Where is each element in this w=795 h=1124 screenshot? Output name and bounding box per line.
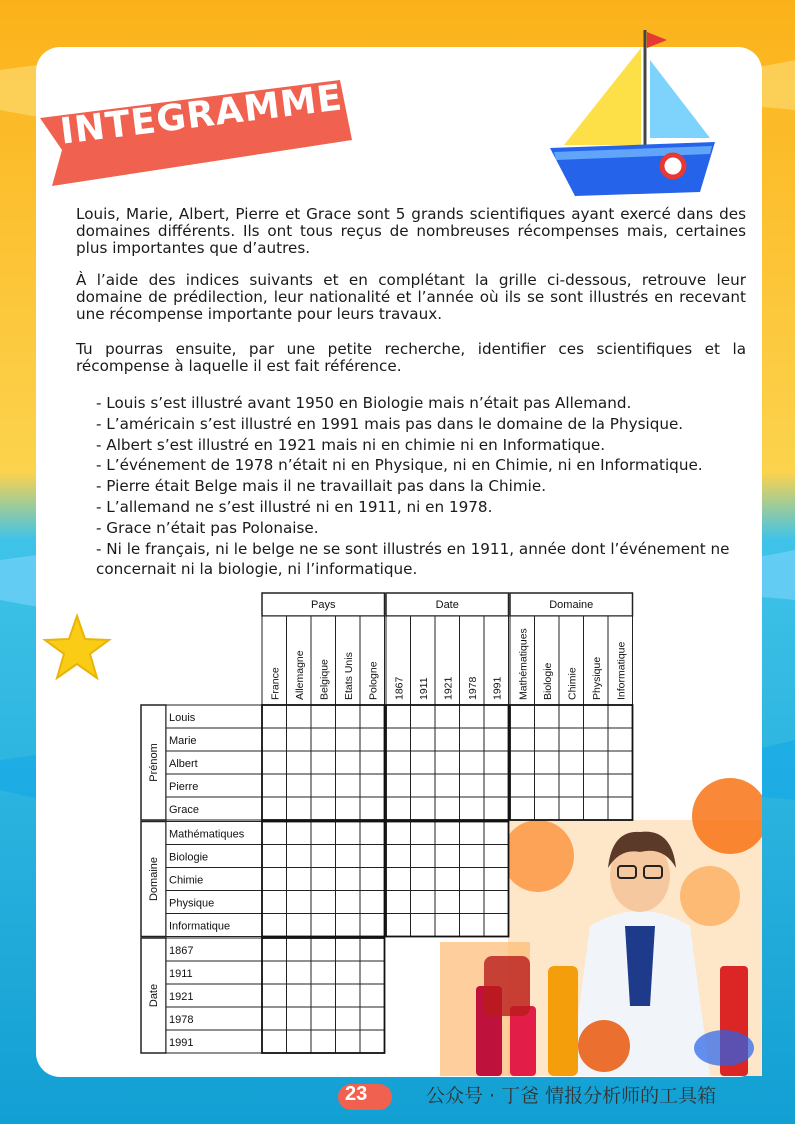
grid-cell xyxy=(336,1030,361,1053)
grid-cell xyxy=(435,751,460,774)
grid-cell xyxy=(559,797,584,820)
grid-cell xyxy=(336,822,361,845)
clue-item: - Pierre était Belge mais il ne travaillait pas dans la Chimie. xyxy=(96,477,547,496)
grid-cell xyxy=(411,751,436,774)
grid-cell xyxy=(435,774,460,797)
grid-cell xyxy=(336,891,361,914)
grid-cell xyxy=(535,751,560,774)
grid-cell xyxy=(336,774,361,797)
clue-item: - L’américain s’est illustré en 1991 mais pas dans le domaine de la Physique. xyxy=(96,414,684,433)
grid-cell xyxy=(386,822,411,845)
grid-cell xyxy=(435,705,460,728)
grid-cell xyxy=(608,728,633,751)
grid-cell xyxy=(484,845,509,868)
grid-cell xyxy=(386,728,411,751)
grid-cell xyxy=(484,797,509,820)
grid-cell xyxy=(584,774,609,797)
grid-cell xyxy=(311,868,336,891)
grid-cell xyxy=(484,868,509,891)
grid-cell xyxy=(360,845,385,868)
clue-item: - Albert s’est illustré en 1921 mais ni en chimie ni en Informatique. xyxy=(96,435,606,454)
grid-cell xyxy=(311,984,336,1007)
page-title: INTÉGRAMME xyxy=(58,77,345,153)
grid-cell xyxy=(510,705,535,728)
column-label: Biologie xyxy=(541,662,554,700)
column-label: 1921 xyxy=(442,676,455,700)
grid-cell xyxy=(559,774,584,797)
grid-cell xyxy=(311,961,336,984)
grid-cell xyxy=(360,705,385,728)
grid-cell xyxy=(608,797,633,820)
grid-cell xyxy=(360,891,385,914)
grid-cell xyxy=(360,751,385,774)
row-label: 1911 xyxy=(169,968,193,980)
grid-cell xyxy=(336,961,361,984)
column-group-label: Date xyxy=(435,599,459,611)
grid-cell xyxy=(460,774,485,797)
grid-cell xyxy=(336,751,361,774)
grid-cell xyxy=(386,774,411,797)
grid-cell xyxy=(360,868,385,891)
grid-cell xyxy=(386,891,411,914)
grid-cell xyxy=(287,891,312,914)
column-label: Chimie xyxy=(566,667,579,700)
grid-cell xyxy=(287,797,312,820)
grid-cell xyxy=(287,1007,312,1030)
clue-item: - Louis s’est illustré avant 1950 en Biologie mais n’était pas Allemand. xyxy=(96,394,632,412)
row-label: Grace xyxy=(169,804,199,816)
grid-cell xyxy=(360,822,385,845)
row-label: Informatique xyxy=(169,920,231,933)
column-label: 1867 xyxy=(393,676,406,700)
grid-cell xyxy=(336,705,361,728)
column-label: Belgique xyxy=(318,659,331,700)
grid-cell xyxy=(535,797,560,820)
grid-cell xyxy=(435,797,460,820)
grid-cell xyxy=(435,822,460,845)
row-label: Biologie xyxy=(169,851,209,864)
grid-cell xyxy=(484,822,509,845)
grid-cell xyxy=(510,751,535,774)
grid-cell xyxy=(287,984,312,1007)
column-label: 1978 xyxy=(466,676,479,700)
grid-cell xyxy=(287,868,312,891)
grid-cell xyxy=(435,868,460,891)
grid-cell xyxy=(460,822,485,845)
grid-cell xyxy=(287,961,312,984)
row-label: Marie xyxy=(169,735,197,747)
grid-cell xyxy=(360,728,385,751)
grid-cell xyxy=(484,728,509,751)
row-label: 1867 xyxy=(169,945,194,957)
grid-cell xyxy=(262,938,287,961)
grid-cell xyxy=(262,984,287,1007)
grid-cell xyxy=(262,845,287,868)
grid-cell xyxy=(360,914,385,937)
grid-cell xyxy=(311,891,336,914)
grid-cell xyxy=(287,774,312,797)
grid-cell xyxy=(510,797,535,820)
grid-cell xyxy=(311,1030,336,1053)
grid-cell xyxy=(584,728,609,751)
row-group-label: Domaine xyxy=(148,856,160,902)
row-label: Louis xyxy=(169,712,196,724)
grid-cell xyxy=(484,751,509,774)
grid-cell xyxy=(535,705,560,728)
grid-cell xyxy=(411,728,436,751)
column-label: 1911 xyxy=(417,677,430,700)
grid-cell xyxy=(287,938,312,961)
grid-cell xyxy=(584,797,609,820)
grid-cell xyxy=(460,845,485,868)
grid-cell xyxy=(584,705,609,728)
grid-cell xyxy=(311,728,336,751)
row-group-label: Date xyxy=(148,983,160,1008)
grid-cell xyxy=(287,705,312,728)
grid-cell xyxy=(411,797,436,820)
grid-cell xyxy=(262,705,287,728)
grid-cell xyxy=(287,914,312,937)
grid-cell xyxy=(411,705,436,728)
grid-cell xyxy=(287,822,312,845)
grid-cell xyxy=(311,938,336,961)
grid-cell xyxy=(386,751,411,774)
grid-cell xyxy=(510,728,535,751)
grid-cell xyxy=(262,751,287,774)
watermark-text: 公众号 · 丁爸 情报分析师的工具箱 xyxy=(426,1085,717,1107)
grid-cell xyxy=(411,891,436,914)
grid-cell xyxy=(360,797,385,820)
grid-cell xyxy=(360,1030,385,1053)
grid-cell xyxy=(311,751,336,774)
clue-item: - L’événement de 1978 n’était ni en Physique, ni en Chimie, ni en Informatique. xyxy=(96,456,703,475)
grid-cell xyxy=(311,822,336,845)
grid-cell xyxy=(287,845,312,868)
clue-item: - L’allemand ne s’est illustré ni en 1911, ni en 1978. xyxy=(96,497,493,516)
grid-cell xyxy=(484,914,509,937)
grid-cell xyxy=(435,845,460,868)
grid-cell xyxy=(460,797,485,820)
row-label: 1991 xyxy=(169,1037,194,1049)
grid-cell xyxy=(460,728,485,751)
clue-item: - Ni le français, ni le belge ne se sont illustrés en 1911, année dont l’événement ne concernait ni la biologie, ni l’informatique. xyxy=(96,539,730,579)
grid-cell xyxy=(262,774,287,797)
column-label: Pologne xyxy=(367,661,380,700)
grid-cell xyxy=(411,914,436,937)
column-label: Mathématiques xyxy=(517,628,530,700)
grid-cell xyxy=(435,891,460,914)
row-group-label: Prénom xyxy=(148,743,160,782)
grid-cell xyxy=(510,774,535,797)
intro-paragraph-3: Tu pourras ensuite, par une petite recherche, identifier ces scientifiques et la récompense à laquelle il est fait référence. xyxy=(76,340,746,375)
grid-cell xyxy=(336,845,361,868)
grid-cell xyxy=(262,868,287,891)
intro-paragraph-2: À l’aide des indices suivants et en complétant la grille ci-dessous, retrouve leur domaine de prédilection, leur nationalité et l’année où ils se sont illustrés en recevant une récompense importante pour leurs travaux. xyxy=(76,271,746,323)
page-number: 23 xyxy=(345,1083,368,1105)
row-label: Pierre xyxy=(169,781,199,793)
grid-cell xyxy=(411,868,436,891)
grid-cell xyxy=(484,774,509,797)
grid-cell xyxy=(411,845,436,868)
grid-cell xyxy=(435,728,460,751)
grid-cell xyxy=(287,751,312,774)
grid-cell xyxy=(262,1030,287,1053)
grid-cell xyxy=(336,914,361,937)
column-group-label: Domaine xyxy=(549,599,594,611)
grid-cell xyxy=(336,868,361,891)
row-label: Chimie xyxy=(169,874,204,887)
grid-cell xyxy=(608,774,633,797)
grid-cell xyxy=(386,845,411,868)
grid-cell xyxy=(386,705,411,728)
grid-cell xyxy=(287,728,312,751)
column-label: France xyxy=(269,667,282,700)
row-label: 1978 xyxy=(169,1014,194,1026)
grid-cell xyxy=(460,914,485,937)
column-group-label: Pays xyxy=(311,599,336,611)
column-label: 1991 xyxy=(491,676,504,700)
grid-cell xyxy=(559,728,584,751)
grid-cell xyxy=(535,728,560,751)
grid-cell xyxy=(311,705,336,728)
grid-cell xyxy=(336,1007,361,1030)
grid-cell xyxy=(311,914,336,937)
grid-cell xyxy=(435,914,460,937)
row-label: Mathématiques xyxy=(169,828,245,841)
grid-cell xyxy=(262,797,287,820)
grid-cell xyxy=(262,891,287,914)
grid-cell xyxy=(360,961,385,984)
grid-cell xyxy=(336,938,361,961)
grid-cell xyxy=(336,728,361,751)
column-label: Etats Unis xyxy=(342,652,355,700)
clue-item: - Grace n’était pas Polonaise. xyxy=(96,518,319,537)
grid-cell xyxy=(287,1030,312,1053)
grid-cell xyxy=(411,822,436,845)
grid-cell xyxy=(262,728,287,751)
grid-cell xyxy=(535,774,560,797)
grid-cell xyxy=(360,774,385,797)
grid-cell xyxy=(460,705,485,728)
grid-cell xyxy=(360,1007,385,1030)
grid-cell xyxy=(484,891,509,914)
grid-cell xyxy=(360,984,385,1007)
grid-cell xyxy=(262,822,287,845)
row-label: 1921 xyxy=(169,991,194,1003)
row-label: Physique xyxy=(169,897,215,910)
grid-cell xyxy=(311,845,336,868)
grid-cell xyxy=(262,1007,287,1030)
grid-cell xyxy=(311,774,336,797)
grid-cell xyxy=(460,868,485,891)
intro-paragraph-1: Louis, Marie, Albert, Pierre et Grace sont 5 grands scientifiques ayant exercé dans des domaines différents. Ils ont tous reçus de nombreuses récompenses mais, certaines plus importantes que d’autres. xyxy=(76,205,746,257)
grid-cell xyxy=(608,705,633,728)
grid-cell xyxy=(460,891,485,914)
grid-cell xyxy=(484,705,509,728)
row-label: Albert xyxy=(169,758,198,770)
column-label: Informatique xyxy=(615,641,628,700)
grid-cell xyxy=(608,751,633,774)
column-label: Allemagne xyxy=(293,650,306,700)
grid-cell xyxy=(386,914,411,937)
grid-cell xyxy=(411,774,436,797)
grid-cell xyxy=(559,751,584,774)
grid-cell xyxy=(559,705,584,728)
grid-cell xyxy=(386,868,411,891)
grid-cell xyxy=(311,797,336,820)
grid-cell xyxy=(336,984,361,1007)
grid-cell xyxy=(262,961,287,984)
grid-cell xyxy=(460,751,485,774)
grid-cell xyxy=(262,914,287,937)
grid-cell xyxy=(584,751,609,774)
grid-cell xyxy=(386,797,411,820)
grid-cell xyxy=(360,938,385,961)
grid-cell xyxy=(311,1007,336,1030)
column-label: Physique xyxy=(590,656,603,700)
grid-cell xyxy=(336,797,361,820)
